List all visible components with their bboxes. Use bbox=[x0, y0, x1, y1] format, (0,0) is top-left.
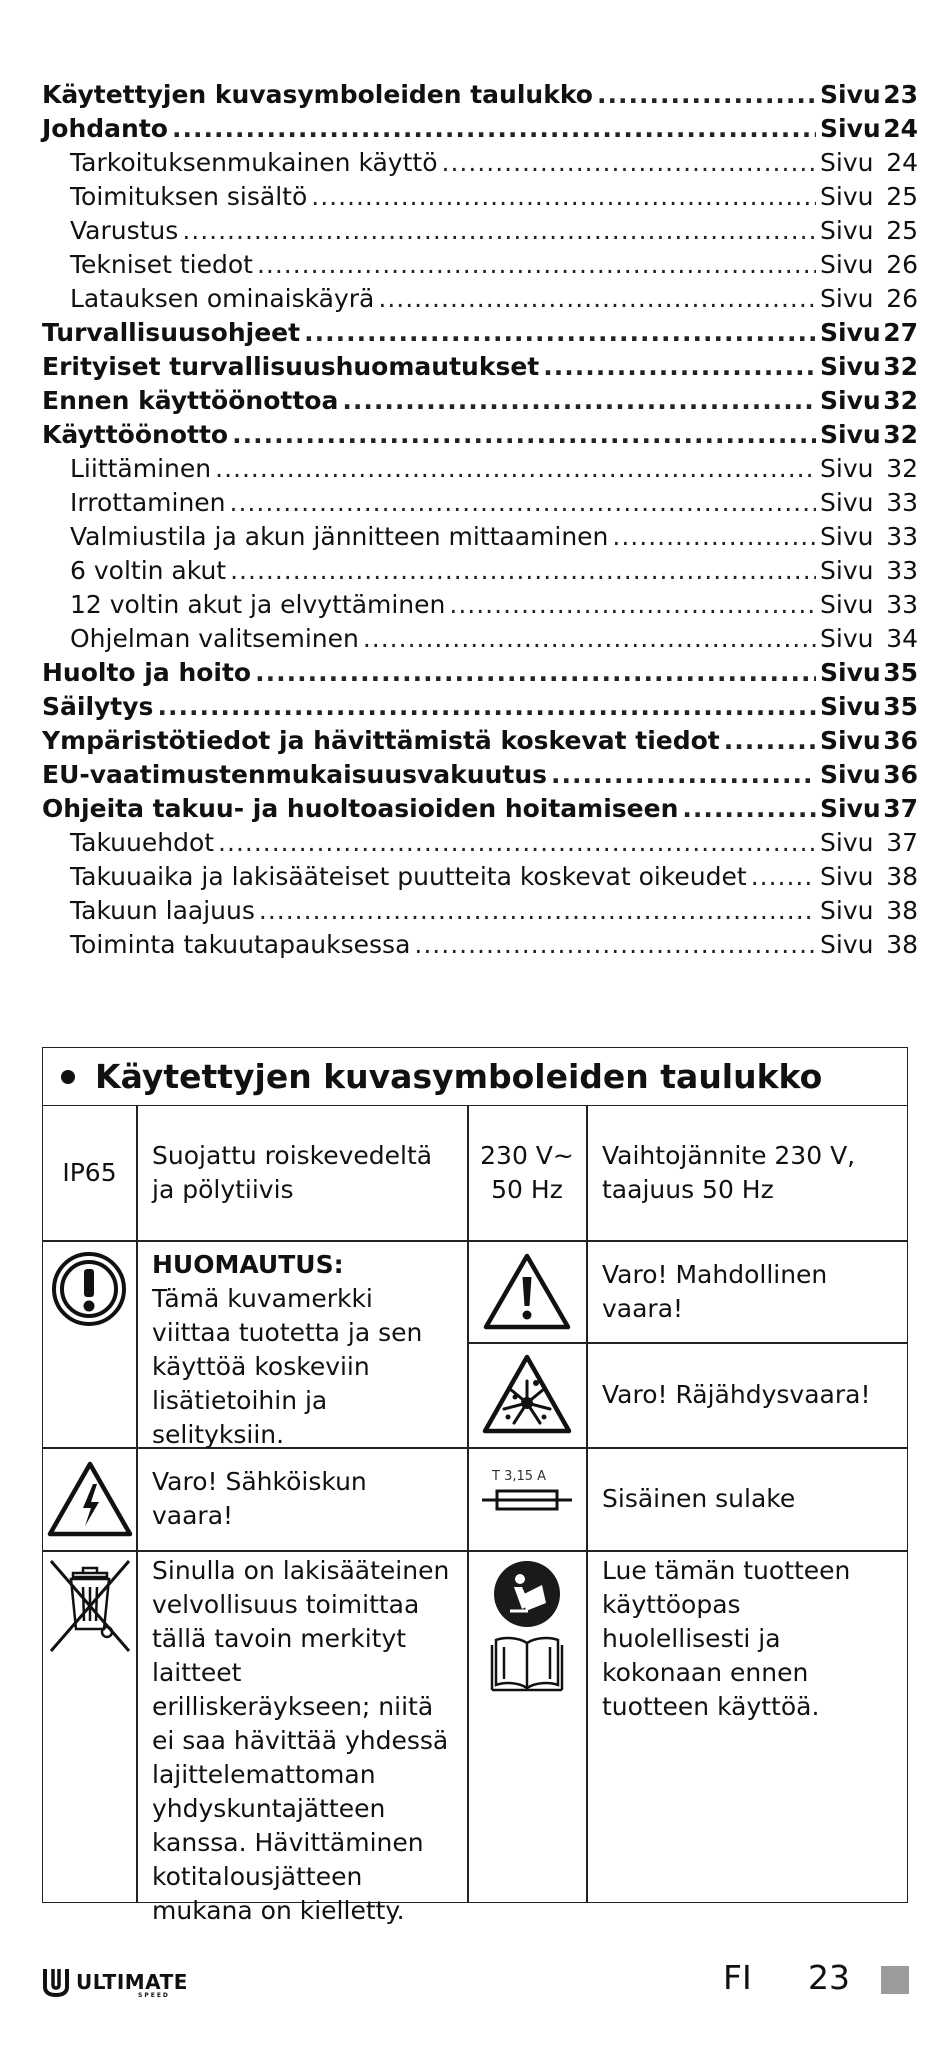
ip65-symbol: IP65 bbox=[62, 1158, 117, 1187]
toc-page-label: Sivu bbox=[820, 284, 874, 313]
toc-page-number: 36 bbox=[883, 760, 918, 789]
toc-leader-dots bbox=[449, 588, 816, 622]
toc-page-label: Sivu bbox=[820, 522, 874, 551]
warning-description bbox=[588, 1241, 907, 1342]
ip65-text: Suojattu roiskevedeltä ja pölytiivis bbox=[152, 1141, 433, 1204]
toc-page-number: 35 bbox=[883, 692, 918, 721]
toc-entry bbox=[42, 214, 918, 248]
toc-page-number: 25 bbox=[886, 182, 918, 211]
toc-leader-dots bbox=[724, 724, 816, 758]
explosion-symbol-cell bbox=[468, 1343, 586, 1447]
toc-entry bbox=[42, 418, 918, 452]
toc-page-number: 34 bbox=[886, 624, 918, 653]
fuse-text: Sisäinen sulake bbox=[602, 1484, 796, 1513]
toc-entry-title: Säilytys bbox=[42, 692, 154, 721]
toc-page-label: Sivu bbox=[820, 760, 881, 789]
toc-leader-dots bbox=[255, 656, 816, 690]
toc-page-label: Sivu bbox=[820, 794, 881, 823]
toc-entry-title: Tekniset tiedot bbox=[70, 250, 253, 279]
toc-leader-dots bbox=[232, 418, 816, 452]
toc-entry bbox=[42, 384, 918, 418]
brand-mark-icon bbox=[42, 1967, 70, 1997]
toc-entry bbox=[42, 894, 918, 928]
note-text: Tämä kuvamerkki viittaa tuotetta ja sen käyttöä koskeviin lisätietoihin ja selityksiin. bbox=[152, 1284, 423, 1449]
toc-entry-title: 12 voltin akut ja elvyttäminen bbox=[70, 590, 446, 619]
fuse-symbol-cell bbox=[468, 1448, 586, 1550]
toc-entry bbox=[42, 554, 918, 588]
toc-page-number: 25 bbox=[886, 216, 918, 245]
toc-entry bbox=[42, 928, 918, 962]
fuse-rating-label: T 3,15 A bbox=[492, 1469, 547, 1484]
toc-page-label: Sivu bbox=[820, 148, 874, 177]
toc-page-label: Sivu bbox=[820, 80, 881, 109]
toc-page-label: Sivu bbox=[820, 828, 874, 857]
electric-description bbox=[138, 1448, 467, 1550]
language-code: FI bbox=[723, 1958, 752, 1997]
toc-entry-title: Turvallisuusohjeet bbox=[42, 318, 301, 347]
explosion-description bbox=[588, 1343, 907, 1447]
voltage-description bbox=[588, 1106, 907, 1240]
toc-entry-title: Liittäminen bbox=[70, 454, 212, 483]
toc-page-number: 33 bbox=[886, 556, 918, 585]
toc-page-label: Sivu bbox=[820, 930, 874, 959]
toc-page-number: 24 bbox=[883, 114, 918, 143]
toc-leader-dots bbox=[182, 214, 816, 248]
toc-page-label: Sivu bbox=[820, 726, 881, 755]
toc-entry bbox=[42, 180, 918, 214]
toc-entry-title: Erityiset turvallisuushuomautukset bbox=[42, 352, 540, 381]
toc-page-number: 37 bbox=[886, 828, 918, 857]
disposal-text: Sinulla on lakisääteinen velvollisuus toimittaa tällä tavoin merkityt laitteet erilliskeräykseen; niitä ei saa hävittää yhdessä lajittelemattoman yhdyskuntajätteen kanssa. Hävittäminen kotitalousjätteen mukana on kielletty. bbox=[152, 1556, 450, 1925]
toc-leader-dots bbox=[157, 690, 816, 724]
toc-leader-dots bbox=[442, 146, 816, 180]
table-of-contents bbox=[42, 78, 918, 962]
toc-page-label: Sivu bbox=[820, 216, 874, 245]
toc-leader-dots bbox=[257, 248, 816, 282]
toc-page-number: 32 bbox=[886, 454, 918, 483]
toc-page-number: 32 bbox=[883, 386, 918, 415]
toc-entry-title: Käytettyjen kuvasymboleiden taulukko bbox=[42, 80, 593, 109]
toc-entry bbox=[42, 78, 918, 112]
toc-entry-title: Käyttöönotto bbox=[42, 420, 229, 449]
voltage-text: Vaihtojännite 230 V, taajuus 50 Hz bbox=[602, 1141, 856, 1204]
bullet-icon bbox=[61, 1070, 75, 1084]
read-manual-icon bbox=[492, 1559, 562, 1629]
toc-leader-dots bbox=[597, 78, 816, 112]
toc-entry bbox=[42, 146, 918, 180]
note-symbol-cell bbox=[43, 1241, 136, 1447]
toc-page-number: 27 bbox=[883, 318, 918, 347]
toc-entry bbox=[42, 860, 918, 894]
toc-leader-dots bbox=[230, 486, 816, 520]
brand-logo bbox=[42, 1962, 188, 2002]
toc-leader-dots bbox=[311, 180, 816, 214]
fuse-icon bbox=[482, 1488, 572, 1512]
electric-symbol-cell bbox=[43, 1448, 136, 1550]
toc-entry bbox=[42, 622, 918, 656]
symbol-table-title: Käytettyjen kuvasymboleiden taulukko bbox=[95, 1057, 823, 1096]
toc-leader-dots bbox=[543, 350, 816, 384]
toc-entry bbox=[42, 690, 918, 724]
toc-leader-dots bbox=[363, 622, 816, 656]
toc-leader-dots bbox=[304, 316, 816, 350]
toc-page-number: 23 bbox=[883, 80, 918, 109]
toc-page-number: 35 bbox=[883, 658, 918, 687]
disposal-symbol-cell bbox=[43, 1551, 136, 1902]
toc-page-label: Sivu bbox=[820, 454, 874, 483]
note-title: HUOMAUTUS: bbox=[152, 1250, 344, 1279]
toc-entry-title: Toimituksen sisältö bbox=[70, 182, 308, 211]
toc-page-number: 33 bbox=[886, 488, 918, 517]
toc-leader-dots bbox=[215, 452, 816, 486]
toc-entry bbox=[42, 452, 918, 486]
warning-triangle-icon bbox=[482, 1251, 572, 1331]
toc-entry bbox=[42, 792, 918, 826]
note-description bbox=[138, 1248, 467, 1447]
manual-symbol-cell bbox=[468, 1551, 586, 1902]
toc-page-label: Sivu bbox=[820, 318, 881, 347]
toc-entry bbox=[42, 758, 918, 792]
toc-entry bbox=[42, 826, 918, 860]
toc-page-number: 32 bbox=[883, 352, 918, 381]
toc-leader-dots bbox=[342, 384, 816, 418]
toc-entry-title: Ohjelman valitseminen bbox=[70, 624, 359, 653]
toc-entry bbox=[42, 486, 918, 520]
toc-leader-dots bbox=[751, 860, 816, 894]
toc-page-label: Sivu bbox=[820, 488, 874, 517]
toc-page-label: Sivu bbox=[820, 386, 881, 415]
manual-text: Lue tämän tuotteen käyttöopas huolellisesti ja kokonaan ennen tuotteen käyttöä. bbox=[602, 1556, 851, 1721]
toc-entry-title: Toiminta takuutapauksessa bbox=[70, 930, 411, 959]
warning-symbol-cell bbox=[468, 1241, 586, 1342]
toc-page-label: Sivu bbox=[820, 862, 874, 891]
toc-entry bbox=[42, 588, 918, 622]
toc-entry bbox=[42, 656, 918, 690]
toc-entry-title: 6 voltin akut bbox=[70, 556, 227, 585]
toc-entry bbox=[42, 520, 918, 554]
warning-text: Varo! Mahdollinen vaara! bbox=[602, 1259, 828, 1323]
toc-leader-dots bbox=[378, 282, 816, 316]
crossed-bin-icon bbox=[47, 1557, 133, 1655]
exclamation-circle-icon bbox=[49, 1249, 129, 1329]
toc-page-label: Sivu bbox=[820, 624, 874, 653]
explosion-text: Varo! Räjähdysvaara! bbox=[602, 1380, 871, 1409]
toc-page-number: 38 bbox=[886, 896, 918, 925]
toc-leader-dots bbox=[551, 758, 816, 792]
toc-entry-title: Irrottaminen bbox=[70, 488, 226, 517]
toc-entry bbox=[42, 316, 918, 350]
toc-page-label: Sivu bbox=[820, 658, 881, 687]
toc-page-label: Sivu bbox=[820, 352, 881, 381]
toc-entry-title: Ympäristötiedot ja hävittämistä koskevat tiedot bbox=[42, 726, 720, 755]
fuse-description bbox=[588, 1448, 907, 1550]
explosion-hazard-icon bbox=[482, 1353, 572, 1435]
toc-page-label: Sivu bbox=[820, 182, 874, 211]
toc-entry bbox=[42, 248, 918, 282]
toc-entry-title: EU-vaatimustenmukaisuusvakuutus bbox=[42, 760, 548, 789]
toc-entry-title: Valmiustila ja akun jännitteen mittaaminen bbox=[70, 522, 609, 551]
symbol-table-header bbox=[43, 1048, 907, 1106]
toc-entry bbox=[42, 282, 918, 316]
disposal-description bbox=[138, 1554, 467, 1925]
toc-leader-dots bbox=[414, 928, 816, 962]
toc-leader-dots bbox=[218, 826, 816, 860]
toc-entry-title: Latauksen ominaiskäyrä bbox=[70, 284, 375, 313]
toc-entry-title: Takuuaika ja lakisääteiset puutteita koskevat oikeudet bbox=[70, 862, 747, 891]
toc-leader-dots bbox=[612, 520, 816, 554]
open-book-icon bbox=[490, 1633, 564, 1693]
toc-entry bbox=[42, 724, 918, 758]
toc-page-number: 38 bbox=[886, 930, 918, 959]
toc-page-number: 26 bbox=[886, 284, 918, 313]
toc-page-label: Sivu bbox=[820, 590, 874, 619]
toc-entry-title: Johdanto bbox=[42, 114, 168, 143]
toc-page-number: 37 bbox=[883, 794, 918, 823]
toc-entry-title: Ohjeita takuu- ja huoltoasioiden hoitamiseen bbox=[42, 794, 679, 823]
voltage-symbol-line1: 230 V~ bbox=[480, 1141, 574, 1170]
toc-leader-dots bbox=[230, 554, 816, 588]
electric-text: Varo! Sähköiskun vaara! bbox=[152, 1467, 367, 1530]
toc-page-number: 32 bbox=[883, 420, 918, 449]
toc-page-number: 33 bbox=[886, 522, 918, 551]
toc-entry bbox=[42, 350, 918, 384]
toc-entry-title: Takuun laajuus bbox=[70, 896, 255, 925]
toc-page-label: Sivu bbox=[820, 692, 881, 721]
toc-page-number: 36 bbox=[883, 726, 918, 755]
toc-page-label: Sivu bbox=[820, 114, 881, 143]
toc-entry bbox=[42, 112, 918, 146]
toc-page-number: 33 bbox=[886, 590, 918, 619]
toc-page-label: Sivu bbox=[820, 420, 881, 449]
toc-entry-title: Ennen käyttöönottoa bbox=[42, 386, 339, 415]
voltage-symbol-line2: 50 Hz bbox=[491, 1175, 563, 1204]
toc-entry-title: Varustus bbox=[70, 216, 179, 245]
toc-page-label: Sivu bbox=[820, 250, 874, 279]
toc-page-label: Sivu bbox=[820, 556, 874, 585]
toc-leader-dots bbox=[172, 112, 816, 146]
brand-name: ULTIMATE bbox=[76, 1970, 188, 1994]
toc-page-label: Sivu bbox=[820, 896, 874, 925]
electric-shock-icon bbox=[47, 1460, 133, 1538]
toc-leader-dots bbox=[682, 792, 816, 826]
toc-leader-dots bbox=[259, 894, 816, 928]
toc-page-number: 26 bbox=[886, 250, 918, 279]
toc-entry-title: Tarkoituksenmukainen käyttö bbox=[70, 148, 438, 177]
toc-page-number: 38 bbox=[886, 862, 918, 891]
symbol-table bbox=[42, 1047, 908, 1925]
toc-entry-title: Huolto ja hoito bbox=[42, 658, 252, 687]
brand-subtitle: SPEED bbox=[138, 1992, 170, 1999]
manual-description bbox=[588, 1554, 907, 1899]
toc-page-number: 24 bbox=[886, 148, 918, 177]
voltage-symbol bbox=[468, 1106, 586, 1240]
toc-entry-title: Takuuehdot bbox=[70, 828, 215, 857]
ip65-description bbox=[138, 1106, 467, 1240]
page-number: 23 bbox=[808, 1958, 850, 1997]
page-marker bbox=[881, 1966, 909, 1994]
